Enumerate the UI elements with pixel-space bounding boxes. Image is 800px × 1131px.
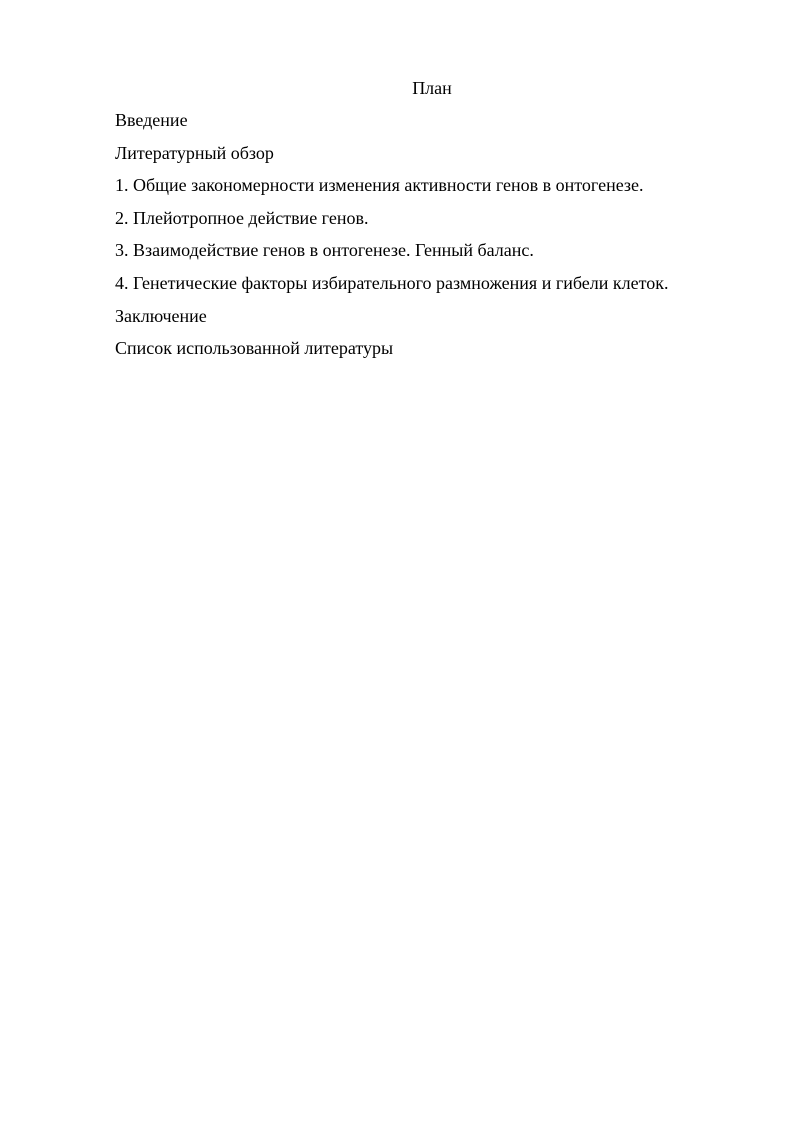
toc-item-introduction: Введение	[115, 110, 188, 130]
toc-item-section-1: 1. Общие закономерности изменения активности генов в онтогенезе.	[115, 175, 644, 196]
toc-item-conclusion: Заключение	[115, 305, 207, 326]
toc-item-section-3: 3. Взаимодействие генов в онтогенезе. Генный баланс.	[115, 240, 534, 261]
toc-item-references: Список использованной литературы	[115, 338, 394, 359]
page-title: План	[412, 78, 452, 98]
table-of-contents	[115, 108, 668, 369]
toc-item-literature-review: Литературный обзор	[115, 142, 274, 163]
toc-item-section-4: 4. Генетические факторы избирательного размножения и гибели клеток.	[115, 272, 669, 293]
toc-item-section-2: 2. Плейотропное действие генов.	[115, 207, 369, 228]
